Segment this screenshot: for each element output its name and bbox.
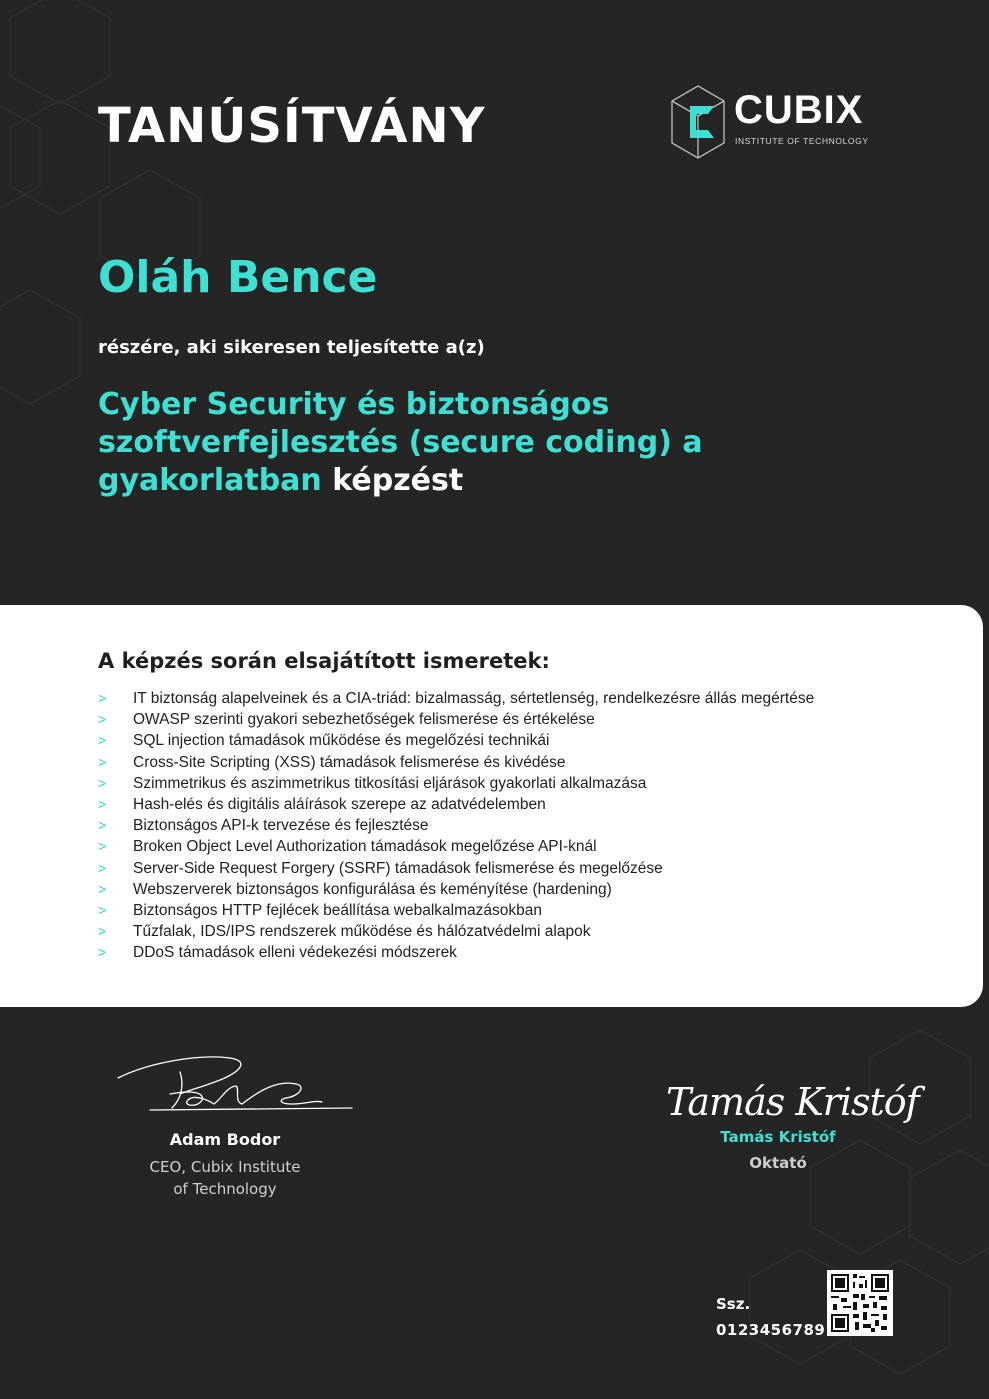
serial-label: Ssz.	[716, 1295, 751, 1313]
chevron-right-icon: >	[98, 753, 107, 770]
skill-text: Hash-elés és digitális aláírások szerepe az adatvédelemben	[133, 795, 546, 813]
list-item	[98, 900, 814, 921]
recipient-name: Oláh Bence	[98, 252, 378, 303]
chevron-right-icon: >	[98, 817, 107, 834]
qr-code-icon	[827, 1270, 893, 1336]
list-item	[98, 752, 814, 773]
skill-text: Webszerverek biztonságos konfigurálása és keményítése (hardening)	[133, 880, 612, 898]
chevron-right-icon: >	[98, 923, 107, 940]
cubix-logo	[668, 84, 878, 160]
list-item	[98, 858, 814, 879]
chevron-right-icon: >	[98, 795, 107, 812]
skill-text: Tűzfalak, IDS/IPS rendszerek működése és hálózatvédelmi alapok	[133, 923, 591, 941]
skills-panel	[0, 605, 983, 1007]
list-item	[98, 879, 814, 900]
skill-text: Broken Object Level Authorization támadások megelőzése API-knál	[133, 838, 597, 856]
ceo-name: Adam Bodor	[169, 1130, 281, 1149]
chevron-right-icon: >	[98, 838, 107, 855]
course-title-block	[98, 386, 918, 500]
skill-text: Biztonságos API-k tervezése és fejlesztése	[133, 817, 429, 835]
chevron-right-icon: >	[98, 711, 107, 728]
skill-text: DDoS támadások elleni védekezési módszerek	[133, 944, 457, 962]
list-item	[98, 794, 814, 815]
list-item	[98, 921, 814, 942]
ceo-role-line2: of Technology	[173, 1180, 277, 1198]
chevron-right-icon: >	[98, 901, 107, 918]
chevron-right-icon: >	[98, 732, 107, 749]
skills-list	[98, 688, 814, 963]
cube-logo-icon	[668, 84, 728, 160]
chevron-right-icon: >	[98, 690, 107, 706]
skill-text: OWASP szerinti gyakori sebezhetőségek felismerése és értékelése	[133, 711, 595, 729]
list-item	[98, 942, 814, 963]
list-item	[98, 815, 814, 836]
skill-text: SQL injection támadások működése és megelőzési technikái	[133, 732, 550, 750]
instructor-name: Tamás Kristóf	[720, 1128, 836, 1146]
list-item	[98, 730, 814, 751]
skill-text: Server-Side Request Forgery (SSRF) támadások felismerése és megelőzése	[133, 859, 663, 877]
logo-subtitle: INSTITUTE OF TECHNOLOGY	[735, 136, 869, 146]
ceo-role	[100, 1156, 350, 1200]
chevron-right-icon: >	[98, 944, 107, 961]
list-item	[98, 836, 814, 857]
list-item	[98, 709, 814, 730]
certificate-title: TANÚSÍTVÁNY	[98, 98, 486, 154]
instructor-signature: Tamás Kristóf	[666, 1080, 919, 1124]
course-suffix: képzést	[332, 463, 464, 498]
serial-number: 0123456789	[716, 1321, 826, 1339]
course-title: Cyber Security és biztonságos szoftverfejlesztés (secure coding) a gyakorlatban	[98, 387, 703, 498]
list-item	[98, 688, 814, 709]
ceo-role-line1: CEO, Cubix Institute	[149, 1158, 301, 1176]
skills-heading: A képzés során elsajátított ismeretek:	[98, 649, 550, 673]
skill-text: Biztonságos HTTP fejlécek beállítása webalkalmazásokban	[133, 901, 542, 919]
instructor-role: Oktató	[749, 1154, 807, 1172]
ceo-signature	[110, 1050, 360, 1120]
skill-text: IT biztonság alapelveinek és a CIA-triád: bizalmasság, sértetlenség, rendelkezésre állás megértése	[133, 690, 815, 707]
skill-text: Cross-Site Scripting (XSS) támadások felismerése és kivédése	[133, 753, 566, 771]
logo-wordmark: CUBIX	[734, 88, 864, 132]
chevron-right-icon: >	[98, 859, 107, 876]
list-item	[98, 773, 814, 794]
chevron-right-icon: >	[98, 880, 107, 897]
skill-text: Szimmetrikus és aszimmetrikus titkosítási eljárások gyakorlati alkalmazása	[133, 774, 647, 792]
chevron-right-icon: >	[98, 774, 107, 791]
recipient-caption: részére, aki sikeresen teljesítette a(z)	[98, 337, 485, 358]
